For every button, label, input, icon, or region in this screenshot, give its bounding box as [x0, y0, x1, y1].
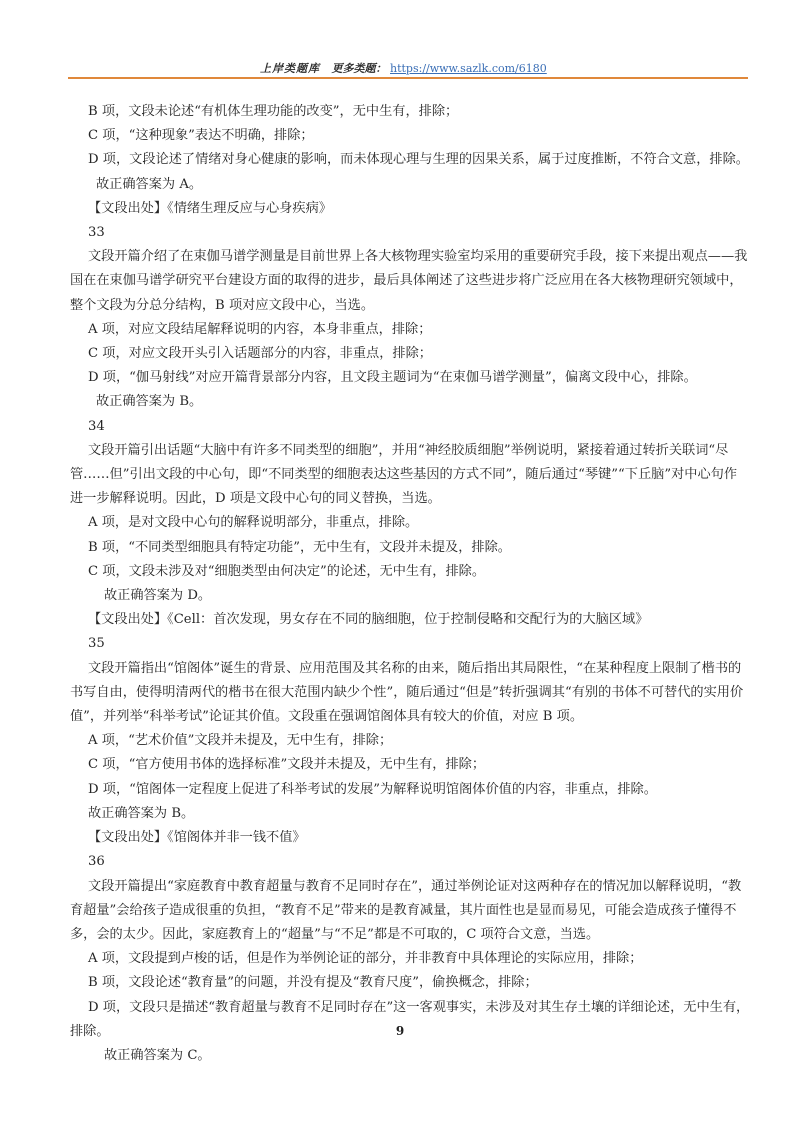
paragraph: A 项，是对文段中心句的解释说明部分，非重点，排除。: [88, 515, 419, 531]
paragraph: B 项，“不同类型细胞具有特定功能”，无中生有，文段并未提及，排除。: [88, 539, 511, 555]
paragraph: 文段开篇介绍了在束伽马谱学测量是目前世界上各大核物理实验室均采用的重要研究手段，接下来提出观点——我国在在束伽马谱学研究平台建设方面的取得的进步，最后具体阐述了这些进步将广泛应用在各大核物理研究领域中，整个文段为分总分结构，B 项对应文段中心，当选。: [70, 249, 748, 313]
paragraph: 故正确答案为 C。: [104, 1047, 211, 1063]
paragraph: 故正确答案为 B。: [96, 394, 203, 410]
header-url-link[interactable]: https://www.sazlk.com/6180: [390, 62, 547, 75]
page-number: 9: [395, 1024, 405, 1038]
paragraph: A 项，“艺术价值”文段并未提及，无中生有，排除；: [88, 733, 393, 749]
paragraph: B 项，文段论述“教育量”的问题，并没有提及“教育尺度”，偷换概念，排除；: [88, 975, 538, 991]
paragraph: 36: [88, 854, 105, 870]
paragraph: A 项，文段提到卢梭的话，但是作为举例论证的部分，并非教育中具体理论的实际应用，排除；: [88, 951, 643, 967]
paragraph: 34: [88, 418, 105, 434]
paragraph: 文段开篇提出“家庭教育中教育超量与教育不足同时存在”，通过举例论证对这两种存在的情况加以解释说明，“教育超量”会给孩子造成很重的负担，“教育不足”带来的是教育减量，其片面性也是显而易见，可能会造成孩子懂得不多，会的太少。因此，家庭教育上的“超量”与“不足”都是不可取的，C 项符合文意，当选。: [70, 878, 742, 942]
paragraph: D 项，“馆阁体一定程度上促进了科举考试的发展”为解释说明馆阁体价值的内容，非重点，排除。: [88, 781, 657, 797]
paragraph: 故正确答案为 B。: [88, 805, 195, 821]
paragraph: C 项，“这种现象”表达不明确，排除；: [88, 128, 314, 144]
paragraph: 【文段出处】《Cell：首次发现，男女存在不同的脑细胞，位于控制侵略和交配行为的大脑区域》: [88, 612, 649, 628]
paragraph: 文段开篇指出“馆阁体”诞生的背景、应用范围及其名称的由来，随后指出其局限性，“在某种程度上限制了楷书的书写自由，使得明清两代的楷书在很大范围内缺少个性”，随后通过“但是”转折强调其“有别的书体不可替代的实用价值”，并列举“科举考试”论证其价值。文段重在强调馆阁体具有较大的价值，对应 B 项。: [70, 660, 744, 725]
paragraph: C 项，文段未涉及对“细胞类型由何决定”的论述，无中生有，排除。: [88, 563, 486, 579]
header-site-name: 上岸类题库: [260, 62, 320, 75]
paragraph: C 项，“官方使用书体的选择标准”文段并未提及，无中生有，排除；: [88, 757, 486, 773]
paragraph: 【文段出处】《情绪生理反应与心身疾病》: [88, 200, 332, 216]
paragraph: A 项，对应文段结尾解释说明的内容，本身非重点，排除；: [88, 321, 432, 337]
paragraph: 【文段出处】《馆阁体并非一钱不值》: [88, 830, 306, 846]
paragraph: B 项，文段未论述“有机体生理功能的改变”，无中生有，排除；: [88, 104, 459, 119]
paragraph: 故正确答案为 A。: [96, 176, 203, 192]
header-label: 更多类题：: [331, 62, 387, 75]
paragraph: 35: [88, 636, 105, 652]
paragraph: 故正确答案为 D。: [104, 588, 212, 604]
paragraph: D 项，“伽马射线”对应开篇背景部分内容，且文段主题词为“在束伽马谱学测量”，偏离文段中心，排除。: [88, 370, 697, 386]
paragraph: C 项，对应文段开头引入话题部分的内容，非重点，排除；: [88, 346, 432, 362]
paragraph: 文段开篇引出话题“大脑中有许多不同类型的细胞”，并用“神经胶质细胞”举例说明，紧接着通过转折关联词“尽管……但”引出文段的中心句，即“不同类型的细胞表达这些基因的方式不同”，随后通过“琴键”“下丘脑”对中心句作进一步解释说明。因此，D 项是文段中心句的同义替换，当选。: [70, 442, 738, 507]
document-body: [70, 100, 750, 1068]
paragraph: D 项，文段论述了情绪对身心健康的影响，而未体现心理与生理的因果关系，属于过度推断，不符合文意，排除。: [88, 152, 749, 168]
paragraph: D 项，文段只是描述“教育超量与教育不足同时存在”这一客观事实，未涉及对其生存土壤的详细论述，无中生有，排除。: [70, 999, 750, 1039]
page-header: [260, 60, 550, 76]
header-divider: [68, 77, 748, 79]
paragraph: 33: [88, 225, 105, 241]
